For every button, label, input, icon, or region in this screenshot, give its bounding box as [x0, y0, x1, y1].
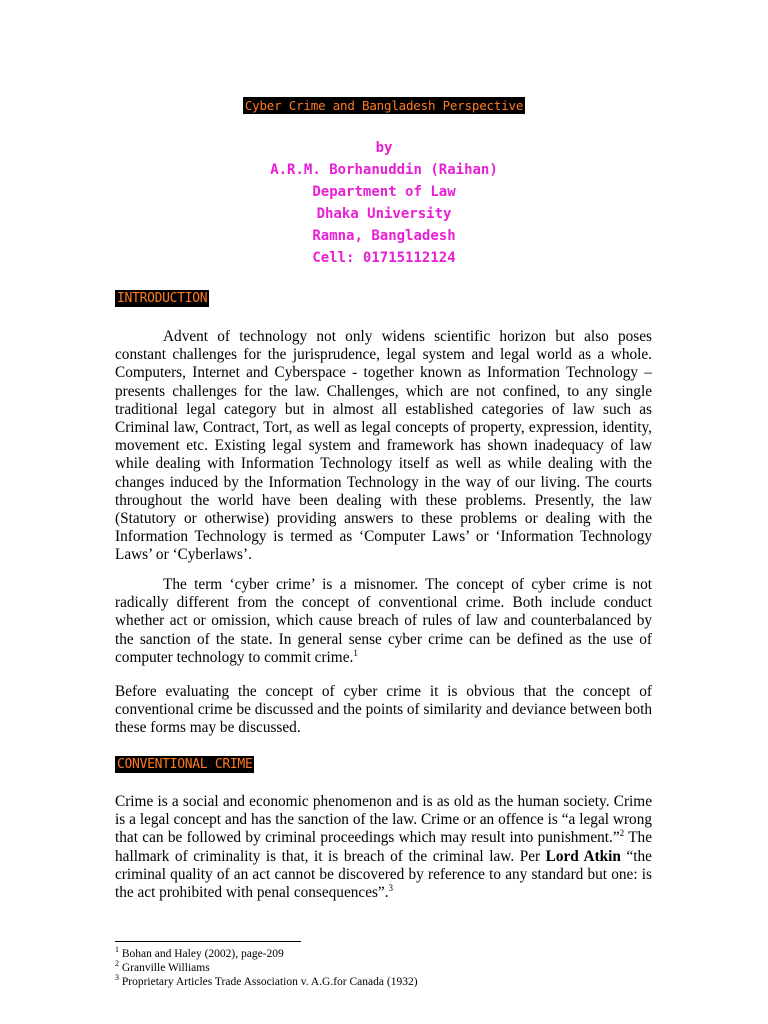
- lord-atkin-name: Lord Atkin: [545, 847, 621, 865]
- paragraph-conventional-1a: Crime is a social and economic phenomenon and is as old as the human society. Crime is a legal concept and has the sanction of the law. Crime or an offence is “a legal wrong that can be followed by criminal proceedings which may result into punishment.”: [115, 793, 652, 847]
- paragraph-intro-3: Before evaluating the concept of cyber crime it is obvious that the concept of conventional crime be discussed and the points of similarity and deviance between both these forms may be discussed.: [115, 683, 652, 737]
- paragraph-conventional-1c: “the criminal quality of an act cannot be discovered by reference to any standard but one: is the act prohibited with penal consequences”.: [115, 847, 652, 902]
- footnote-divider: [115, 941, 301, 942]
- footnote-2: [115, 961, 675, 975]
- footnote-1-num: 1: [115, 945, 119, 955]
- author-department: Department of Law: [312, 184, 456, 200]
- author-address: Ramna, Bangladesh: [312, 228, 456, 244]
- document-title: Cyber Crime and Bangladesh Perspective: [244, 98, 524, 113]
- document-title-wrap: [0, 95, 768, 114]
- footnote-1-text: Bohan and Haley (2002), page-209: [121, 948, 284, 960]
- footnote-2-num: 2: [115, 959, 119, 969]
- paragraph-conventional-1b: The hallmark of criminality is that, it is breach of the criminal law. Per: [115, 829, 652, 865]
- author-name: A.R.M. Borhanuddin (Raihan): [270, 162, 498, 178]
- paragraph-intro-2-text: The term ‘cyber crime’ is a misnomer. The concept of cyber crime is not radically different from the concept of conventional crime. Both include conduct whether act or omission, which cause breach of rules of law and counterbalanced by the sanction of the state. In general sense cyber crime can be defined as the use of computer technology to commit crime.: [115, 576, 652, 666]
- paragraph-conventional-1: [115, 793, 652, 902]
- paragraph-intro-1: Advent of technology not only widens scientific horizon but also poses constant challenges for the jurisprudence, legal system and legal world as a whole. Computers, Internet and Cyberspace - together known as Information Technology – presents challenges for the law. Challenges, which are not confined, to any single traditional legal category but in almost all established categories of law such as Criminal law, Contract, Tort, as well as legal concepts of property, expression, identity, movement etc. Existing legal system and framework has shown inadequacy of law while dealing with Information Technology itself as well as while dealing with the changes induced by the Information Technology in the way of our living. The courts throughout the world have been dealing with these problems. Presently, the law (Statutory or otherwise) providing answers to these problems or dealing with the Information Technology is termed as ‘Computer Laws’ or ‘Information Technology Laws’ or ‘Cyberlaws’.: [115, 328, 652, 564]
- footnote-1: [115, 947, 675, 961]
- author-university: Dhaka University: [316, 206, 452, 222]
- author-by: by: [375, 140, 393, 156]
- footnote-2-text: Granville Williams: [121, 962, 210, 974]
- section-heading-conventional-crime: CONVENTIONAL CRIME: [117, 757, 253, 772]
- footnote-ref-2: 2: [619, 828, 625, 839]
- section-heading-introduction: INTRODUCTION: [117, 291, 208, 306]
- paragraph-intro-2: [115, 576, 652, 667]
- footnotes: [115, 947, 675, 989]
- footnote-3: [115, 975, 675, 989]
- footnote-3-num: 3: [115, 973, 119, 983]
- footnote-ref-1: 1: [353, 647, 358, 658]
- author-cell: Cell: 01715112124: [312, 250, 456, 266]
- footnote-ref-3: 3: [388, 882, 394, 893]
- footnote-3-text: Proprietary Articles Trade Association v. A.G.for Canada (1932): [121, 976, 418, 988]
- author-block: [0, 137, 768, 269]
